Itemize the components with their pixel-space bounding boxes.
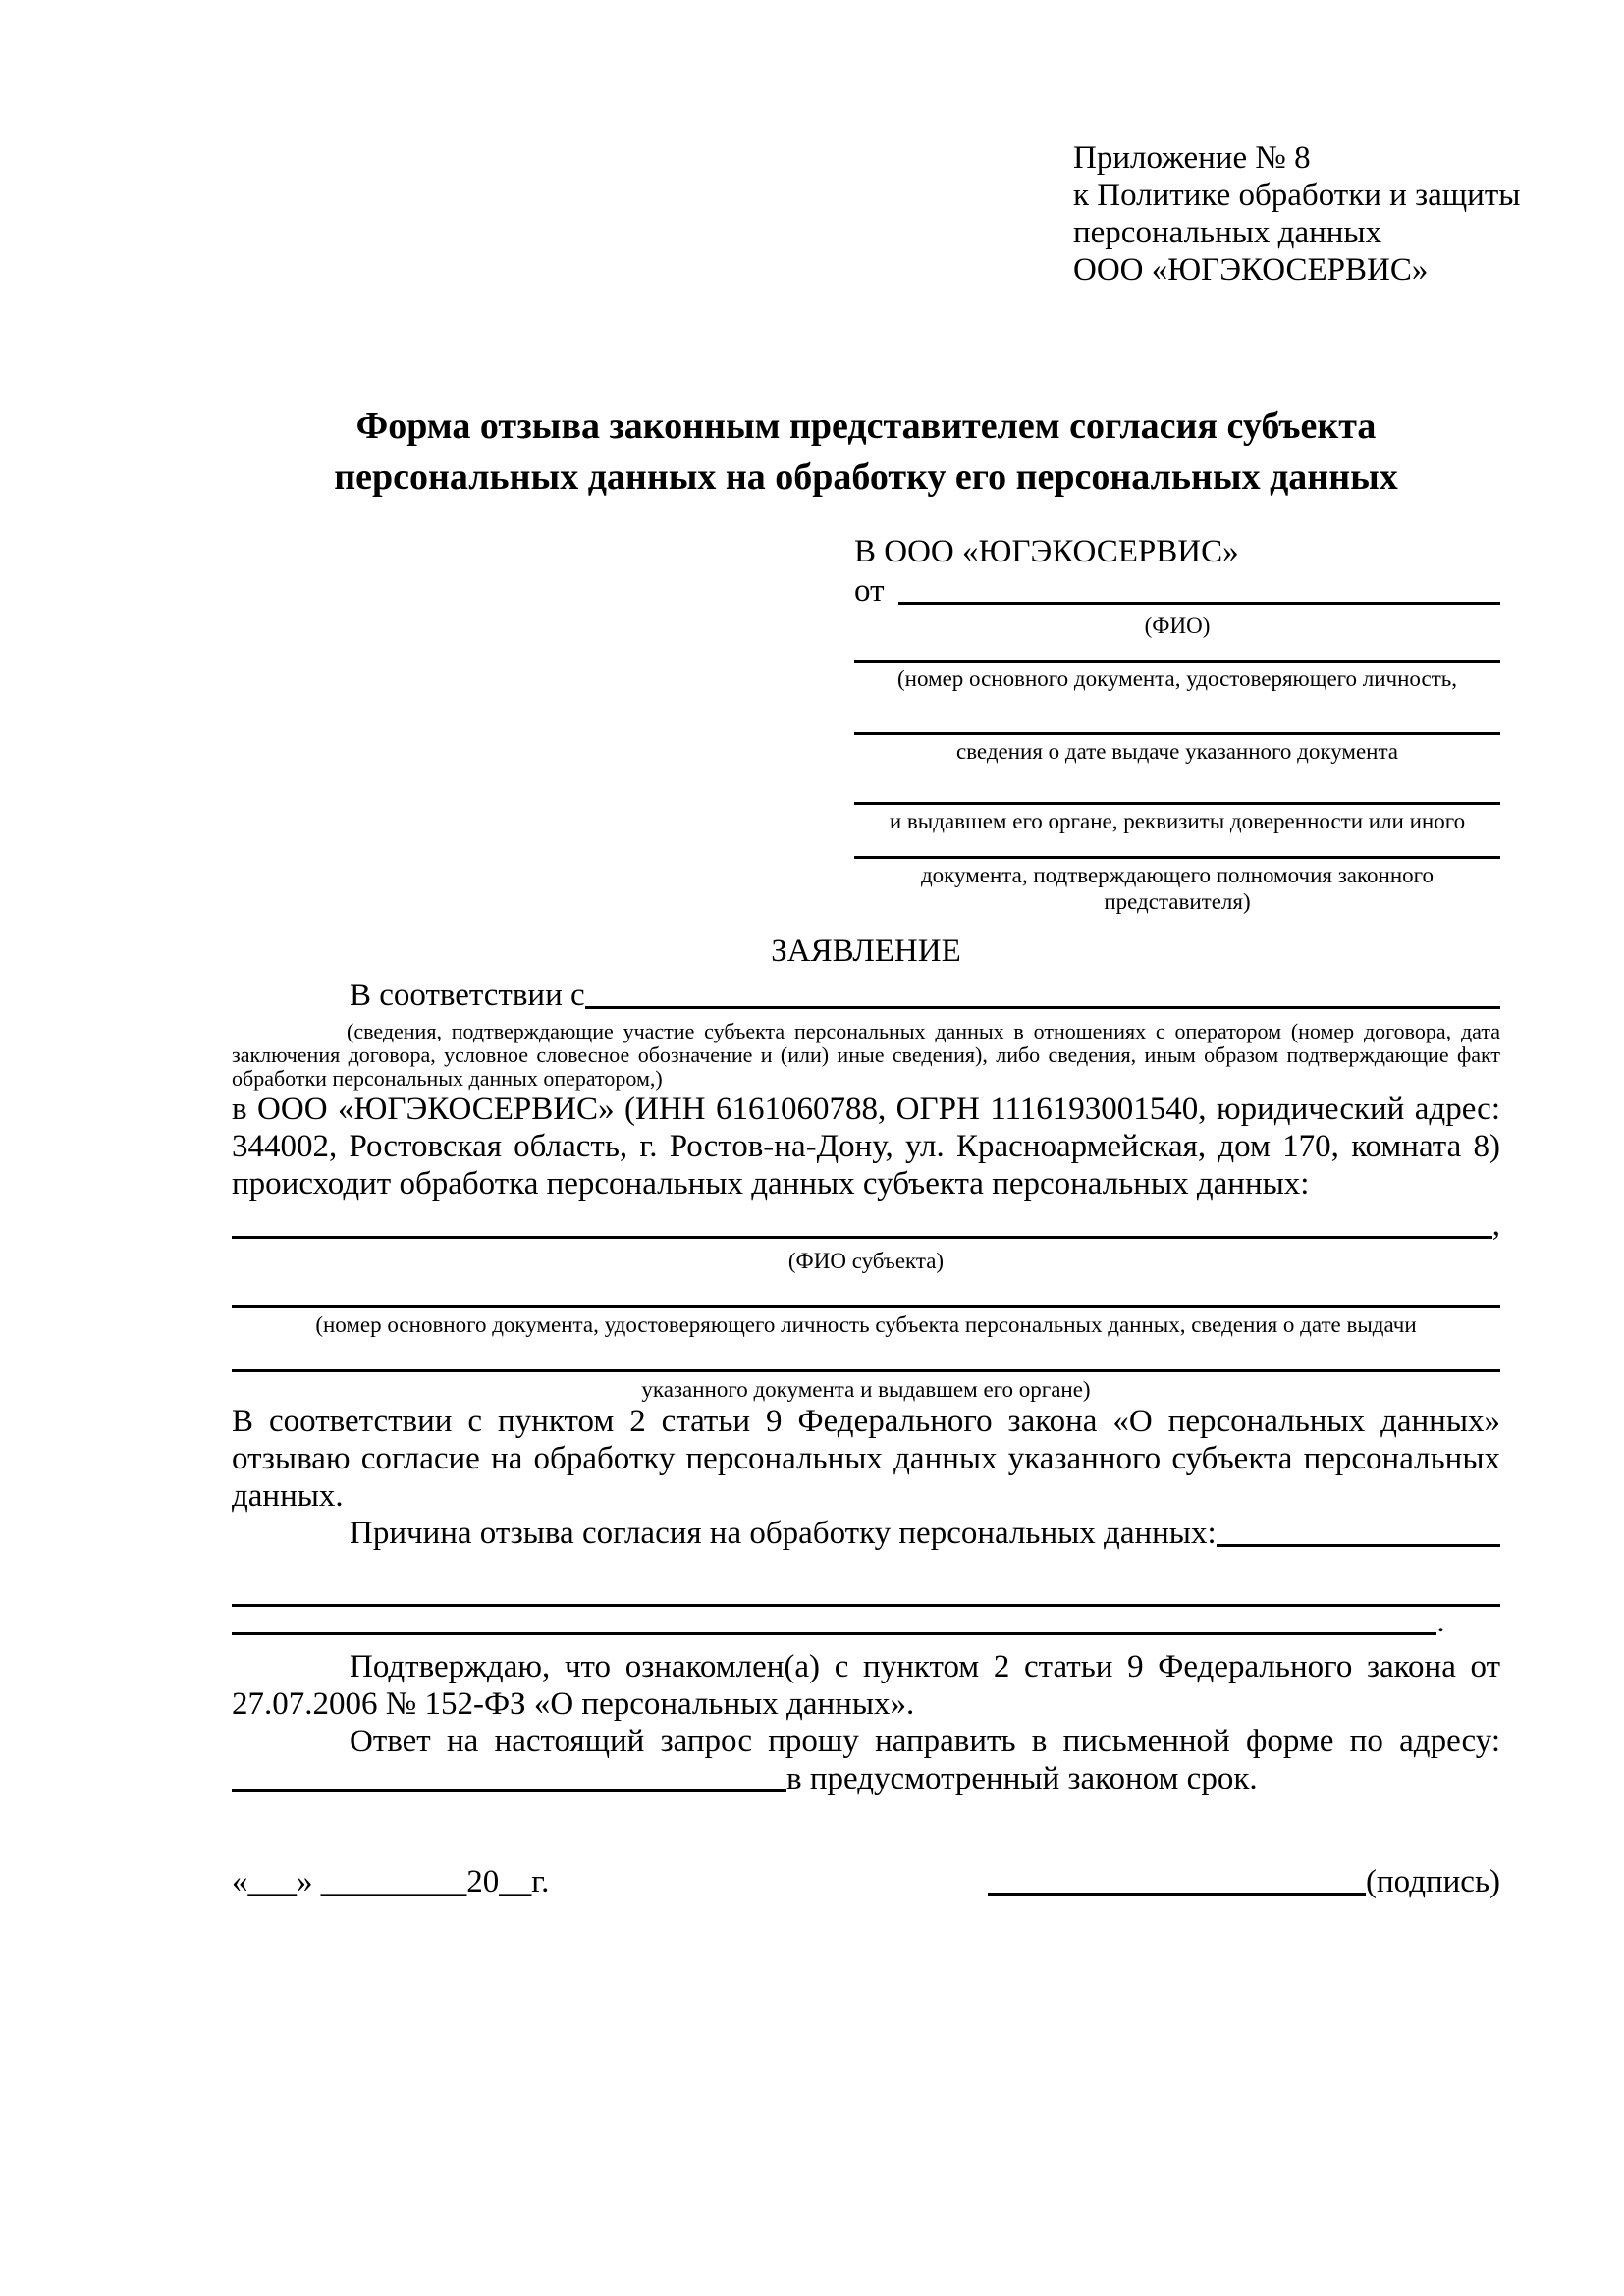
reason-row	[232, 1515, 1500, 1552]
fio-caption: (ФИО)	[1144, 614, 1211, 638]
representative-doc-caption-3: и выдавшем его органе, реквизиты доверенности или иного	[889, 809, 1466, 833]
appendix-block	[1073, 139, 1520, 289]
addressee-from-row	[854, 572, 1500, 610]
confirm-paragraph: Подтверждаю, что ознакомлен(а) с пунктом 2 статьи 9 Федерального закона от 27.07.2006 № 152-ФЗ «О персональных данных».	[232, 1649, 1500, 1722]
representative-doc-caption-1: (номер основного документа, удостоверяющего личность,	[896, 667, 1457, 691]
statement-heading: ЗАЯВЛЕНИЕ	[771, 934, 961, 969]
representative-doc-caption-4: документа, подтверждающего полномочия законного представителя)	[920, 863, 1434, 914]
basis-footnote: (сведения, подтверждающие участие субъекта персональных данных в отношениях с оператором (номер договора, дата заключения договора, условное словесное обозначение и (или) иные сведения), либо сведения, иным образом подтверждающие факт обработки персональных данных оператором,)	[232, 1019, 1500, 1091]
reason-blank-line-1	[1217, 1515, 1500, 1547]
in-accordance-row	[232, 977, 1500, 1014]
appendix-line: персональных данных	[1073, 215, 1382, 250]
signature-caption: (подпись)	[1366, 1864, 1500, 1899]
representative-doc-blank-line-2	[854, 692, 1500, 735]
reason-blank-row-3	[232, 1604, 1500, 1640]
response-address-blank-line	[232, 1760, 786, 1792]
representative-doc-caption-2: сведения о дате выдаче указанного документа	[955, 739, 1399, 764]
document-title-line: персональных данных на обработку его персональных данных	[334, 456, 1398, 498]
operator-paragraph: в ООО «ЮГЭКОСЕРВИС» (ИНН 6161060788, ОГРН 1116193001540, юридический адрес: 344002, Ростовская область, г. Ростов-на-Дону, ул. Красноармейская, дом 170, комната 8) происходит обработка персональных данных субъекта персональных данных:	[232, 1092, 1500, 1201]
subject-doc-caption-2: указанного документа и выдавшем его органе)	[641, 1377, 1091, 1402]
subject-doc-blank-line-2	[232, 1338, 1500, 1372]
subject-doc-blank-line-1	[232, 1274, 1500, 1308]
representative-doc-blank-line-3	[854, 765, 1500, 805]
representative-fio-blank-line	[898, 572, 1501, 605]
response-address-label: Ответ на настоящий запрос прошу направить в письменной форме по адресу:	[350, 1724, 1500, 1759]
signature-block	[988, 1863, 1500, 1900]
reason-blank-line-2	[232, 1552, 1500, 1607]
document-title	[232, 400, 1500, 503]
response-address-row	[232, 1760, 1500, 1797]
reason-blank-line-3	[232, 1632, 1436, 1635]
subject-fio-blank-row	[232, 1207, 1500, 1244]
appendix-line: Приложение № 8	[1073, 140, 1311, 176]
representative-doc-blank-line-1	[854, 639, 1500, 663]
statement-body	[232, 977, 1500, 1797]
response-tail: в предусмотренный законом срок.	[786, 1761, 1258, 1796]
comma-suffix: ,	[1491, 1207, 1500, 1243]
date-line: «___» _________20__г.	[232, 1864, 550, 1899]
addressee-block	[854, 533, 1500, 915]
signature-blank-line	[988, 1893, 1366, 1896]
addressee-to: В ООО «ЮГЭКОСЕРВИС»	[854, 534, 1239, 569]
footer-row	[232, 1863, 1500, 1900]
appendix-line: ООО «ЮГЭКОСЕРВИС»	[1073, 252, 1429, 288]
from-label: от	[854, 573, 885, 609]
reason-label: Причина отзыва согласия на обработку персональных данных:	[350, 1516, 1217, 1551]
subject-fio-caption: (ФИО субъекта)	[787, 1249, 945, 1273]
appendix-line: к Политике обработки и защиты	[1073, 178, 1521, 213]
period-suffix: .	[1436, 1604, 1445, 1639]
subject-doc-caption-1: (номер основного документа, удостоверяющего личность субъекта персональных данных, сведения о дате выдачи	[315, 1312, 1417, 1337]
basis-blank-line	[585, 977, 1500, 1009]
subject-fio-blank-line	[232, 1236, 1492, 1239]
document-title-line: Форма отзыва законным представителем согласия субъекта	[355, 405, 1377, 447]
representative-doc-blank-line-4	[854, 834, 1500, 859]
withdrawal-paragraph: В соответствии с пунктом 2 статьи 9 Федерального закона «О персональных данных» отзываю согласие на обработку персональных данных указанного субъекта персональных данных.	[232, 1404, 1500, 1514]
in-accordance-label: В соответствии с	[350, 978, 585, 1013]
